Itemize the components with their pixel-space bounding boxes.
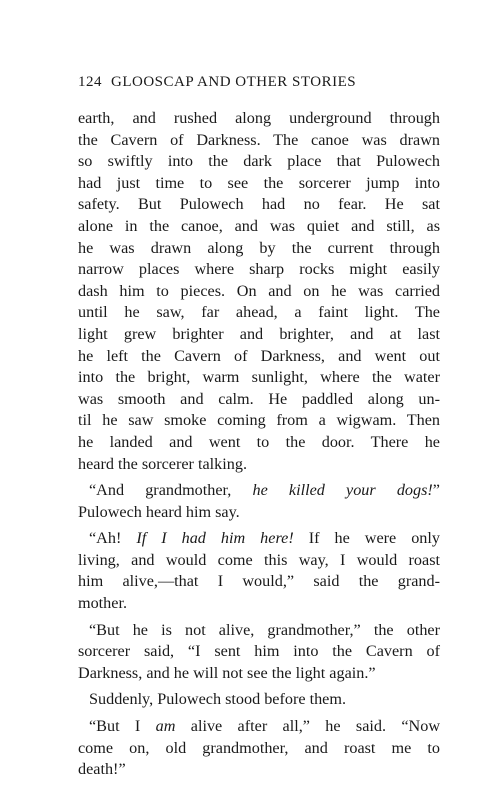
text-line: until he saw, far ahead, a faint light. The [78,303,440,322]
text-line: he was drawn along by the current through [78,238,440,257]
text-line: into the bright, warm sunlight, where the water [78,368,440,387]
text-line [78,480,440,502]
text-line: safety. But Pulowech had no fear. He sat [78,195,440,214]
text-line: Suddenly, Pulowech stood before them. [89,690,347,709]
text-span: “Ah! [89,529,137,548]
text-line: earth, and rushed along underground through [78,109,440,127]
text-span: alive after all,” he said. “Now [175,717,441,736]
text-line: heard the sorcerer talking. [78,454,247,473]
text-line: he landed and went to the door. There he [78,432,440,451]
paragraph-1 [78,108,440,475]
text-line: til he saw smoke coming from a wigwam. Then [78,411,440,430]
text-line: come on, old grandmother, and roast me to [78,738,440,757]
paragraph-2 [78,480,440,523]
text-span: “But I [89,717,156,736]
text-span: ” [432,481,440,500]
text-line [78,716,440,738]
body-text [78,108,440,786]
text-line: Darkness, and he will not see the light again.” [78,663,376,682]
text-line: had just time to see the sorcerer jump into [78,173,440,192]
text-line: death!” [78,760,126,779]
page-number: 124 [78,74,102,90]
paragraph-5 [78,689,440,711]
text-line: was smooth and calm. He paddled along un- [78,389,440,408]
paragraph-3 [78,528,440,614]
running-head [78,74,440,91]
text-line: mother. [78,594,128,613]
text-span: “And grandmother, [89,481,253,500]
text-line: “But he is not alive, grandmother,” the other [89,620,440,639]
italic-span: am [155,717,176,736]
text-span: If he were only [293,529,440,548]
paragraph-6 [78,716,440,781]
running-title: GLOOSCAP AND OTHER STORIES [111,74,357,90]
text-line [78,528,440,550]
text-line: sorcerer said, “I sent him into the Cavern of [78,642,440,661]
text-line: living, and would come this way, I would roast [78,550,440,569]
italic-span: If I had him here! [136,529,294,548]
text-line: narrow places where sharp rocks might easily [78,260,440,279]
text-line: him alive,—that I would,” said the grand- [78,572,440,591]
text-line: Pulowech heard him say. [78,502,240,521]
text-line: the Cavern of Darkness. The canoe was drawn [78,130,440,149]
text-line: he left the Cavern of Darkness, and went out [78,346,440,365]
text-line: light grew brighter and brighter, and at last [78,324,440,343]
text-line: dash him to pieces. On and on he was carried [78,281,440,300]
text-line: alone in the canoe, and was quiet and still, as [78,216,440,235]
italic-span: he killed your dogs! [252,481,433,500]
text-line: so swiftly into the dark place that Pulowech [78,152,440,171]
paragraph-4 [78,620,440,685]
